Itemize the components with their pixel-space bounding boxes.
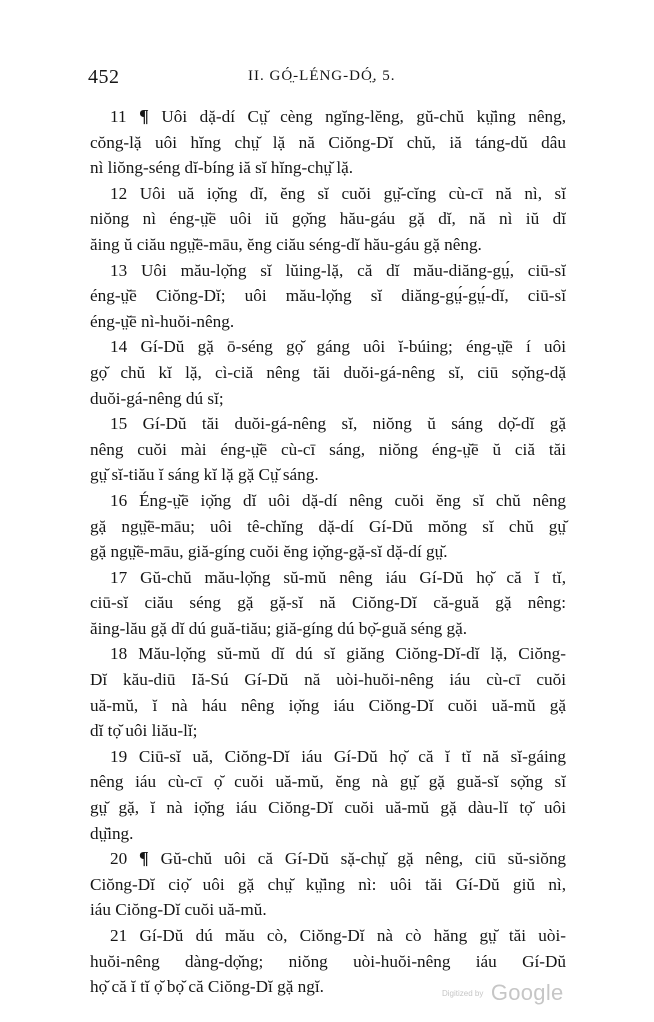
verse-line-text: éng-ṳ̆ē Ciŏng-Dĭ; uôi mău-lọ̆ng sĭ diăng-gṳ́-gṳ́-dĭ, ciū-sĭ (90, 286, 566, 306)
verse-line-text: Uôi dặ-dí Cṳ̆ cèng ngĭng-lĕng, gŭ-chŭ kṳ̆ing nêng, (161, 107, 566, 126)
verse-line (90, 565, 566, 591)
verse-line (90, 488, 566, 514)
verse-number: 21 (110, 926, 128, 945)
verse-line-text: gọ̆ chŭ kĭ lặ, cì-ciă nêng tăi duŏi-gá-nêng sĭ, ciū sọ̆ng-dặ (90, 362, 566, 382)
verse-line-text: dṳ̆ing. (90, 823, 134, 843)
verse-number: 13 (110, 260, 128, 280)
verse-line-text: gặ ngṳ̆ē-māu; uôi tê-chĭng dặ-dí Gí-Dŭ mŏng sĭ chŭ gṳ̆ (90, 516, 566, 536)
verse-line-text: dĭ tọ̆ uôi liău-lĭ; (90, 721, 198, 741)
verse-line-text: Éng-ṳ̆ē iọ̆ng dĭ uôi dặ-dí nêng cuŏi ĕng sĭ chŭ nêng (139, 490, 567, 510)
verse-12 (90, 181, 566, 258)
page-header (88, 66, 566, 96)
verse-line (90, 897, 566, 923)
verse-line (90, 846, 566, 872)
watermark-small-text: Digitized by (442, 989, 484, 998)
verse-line (90, 232, 566, 258)
verse-15 (90, 411, 566, 488)
verse-line (90, 462, 566, 488)
verse-line-text: nêng iáu cù-cī ọ̆ cuŏi uă-mŭ, ĕng nà gṳ̆ gặ guă-sĭ sọ̆ng sĭ (90, 772, 566, 792)
verse-line-text: gṳ̆ sĭ-tiău ĭ sáng kĭ lặ gặ Cṳ̆ sáng. (90, 465, 319, 485)
pilcrow-mark: ¶ (139, 106, 149, 126)
verse-line (90, 206, 566, 232)
verse-line (90, 821, 566, 847)
verse-line (90, 334, 566, 360)
verse-line (90, 872, 566, 898)
verse-line (90, 437, 566, 463)
verse-line-text: duŏi-gá-nêng dú sĭ; (90, 388, 224, 408)
verse-number: 14 (110, 337, 128, 357)
verse-line (90, 590, 566, 616)
verse-line (90, 923, 566, 949)
running-title: II. GÓ̤-LÉNG-DÓ̤, 5. (248, 68, 396, 84)
verse-line-text: Ciŏng-Dĭ ciọ̆ uôi gặ chṳ̆ kṳ̆ing nì: uôi tăi Gí-Dŭ giŭ nì, (90, 874, 566, 894)
verse-number: 16 (110, 490, 128, 510)
verse-line-text: Gí-Dŭ gặ ō-séng gọ̆ gáng uôi ĭ-búing; éng-ṳ̆ē í uôi (140, 337, 567, 357)
verse-line (90, 360, 566, 386)
verse-line (90, 718, 566, 744)
verse-line (90, 411, 566, 437)
google-logo: Google (490, 980, 564, 1005)
verse-number: 11 (110, 107, 127, 126)
verse-line (90, 667, 566, 693)
verse-line (90, 693, 566, 719)
verse-line (90, 616, 566, 642)
verse-20 (90, 846, 566, 923)
verse-14 (90, 334, 566, 411)
verse-number: 17 (110, 567, 128, 587)
verse-line (90, 514, 566, 540)
verse-number: 18 (110, 644, 128, 664)
verse-line-text: ăing ŭ ciău ngṳ̆ē-māu, ĕng ciău séng-dĭ hău-gáu gặ nêng. (90, 234, 482, 254)
verse-line-text: Dĭ kău-diū Iă-Sú Gí-Dŭ nă uòi-huŏi-nêng iáu cù-cī cuŏi (90, 670, 566, 690)
verse-line (90, 641, 566, 667)
page-number: 452 (88, 66, 120, 88)
verse-17 (90, 565, 566, 642)
verse-line (90, 795, 566, 821)
verse-line (90, 949, 566, 975)
pilcrow-mark: ¶ (139, 848, 149, 869)
verse-line-text: họ̆ că ĭ tĭ ọ̆ bọ̆ că Ciŏng-Dĭ gặ ngĭ. (90, 977, 324, 997)
verse-line-text: Uôi uă iọ̆ng dĭ, ĕng sĭ cuŏi gṳ̆-cĭng cù-cī nă nì, sĭ (139, 183, 566, 203)
verse-line-text: gṳ̆ gặ, ĭ nà iọ̆ng iáu Ciŏng-Dĭ cuŏi uă-mŭ gặ dàu-lĭ tọ̆ uôi (90, 798, 566, 818)
verse-line (90, 258, 566, 284)
verse-line-text: ciū-sĭ ciău séng gặ gặ-sĭ nă Ciŏng-Dĭ că-guă gặ nêng: (90, 593, 566, 613)
verse-line (90, 283, 566, 309)
verse-number: 15 (110, 414, 128, 434)
verse-line-text: cŏng-lặ uôi hĭng chṳ̆ lặ nă Ciŏng-Dĭ chŭ, iă táng-dŭ dâu (90, 132, 566, 152)
verse-line (90, 539, 566, 565)
verse-line-text: gặ ngṳ̆ē-māu, giă-gíng cuŏi ĕng iọ̆ng-gặ-sĭ dặ-dí gṳ̆. (90, 542, 448, 562)
verse-line-text: niŏng nì éng-ṳ̆ē uôi iŭ gọ̆ng hău-gáu gặ dĭ, nă nì iŭ dĭ (90, 209, 566, 229)
verse-line (90, 130, 566, 156)
verse-line-text: huŏi-nêng dàng-dọ̆ng; niŏng uòi-huŏi-nêng iáu Gí-Dŭ (90, 951, 566, 971)
verse-line-text: Gŭ-chŭ uôi că Gí-Dŭ sặ-chṳ̆ gặ nêng, ciū sŭ-siŏng (160, 849, 567, 869)
verse-line-text: Uôi mău-lọ̆ng sĭ lŭing-lặ, că dĭ mău-diăng-gṳ́, ciū-sĭ (141, 260, 566, 280)
verse-19 (90, 744, 566, 846)
verse-number: 20 (110, 849, 128, 869)
verse-line (90, 155, 566, 181)
verse-11 (90, 104, 566, 181)
verse-line-text: éng-ṳ̆ē nì-huŏi-nêng. (90, 311, 235, 331)
verse-line-text: Mău-lọ̆ng sŭ-mŭ dĭ dú sĭ giăng Ciŏng-Dĭ-dĭ lặ, Ciŏng- (138, 644, 566, 664)
verse-line-text: nêng cuŏi mài éng-ṳ̆ē cù-cī sáng, niŏng éng-ṳ̆ē ŭ ciă tăi (90, 439, 566, 459)
verse-line-text: iáu Ciŏng-Dĭ cuŏi uă-mŭ. (90, 900, 267, 920)
chapter-text (90, 104, 566, 1000)
digitized-watermark (442, 980, 564, 1006)
verse-line-text: uă-mŭ, ĭ nà háu nêng iọ̆ng iáu Ciŏng-Dĭ cuŏi uă-mŭ gặ (90, 695, 566, 715)
verse-line-text: ăing-lău gặ dĭ dú guă-tiău; giă-gíng dú bọ̆-guă séng gặ. (90, 618, 468, 638)
verse-line (90, 181, 566, 207)
verse-line (90, 309, 566, 335)
verse-line-text: Ciū-sĭ uă, Ciŏng-Dĭ iáu Gí-Dŭ họ̆ că ĭ tĭ nă sĭ-gáing (138, 746, 566, 766)
verse-18 (90, 641, 566, 743)
verse-line-text: nì liŏng-séng dĭ-bíng iă sĭ hĭng-chṳ̆ lặ. (90, 158, 354, 178)
verse-16 (90, 488, 566, 565)
verse-13 (90, 258, 566, 335)
verse-line (90, 744, 566, 770)
verse-number: 12 (110, 183, 128, 203)
verse-line-text: Gŭ-chŭ mău-lọ̆ng sŭ-mŭ nêng iáu Gí-Dŭ họ̆ că ĭ tĭ, (140, 567, 566, 587)
verse-line-text: Gí-Dŭ dú mău cò, Ciŏng-Dĭ nà cò hăng gṳ̆ tăi uòi- (139, 926, 566, 945)
verse-line (90, 104, 566, 130)
verse-line (90, 769, 566, 795)
verse-line (90, 386, 566, 412)
verse-line-text: Gí-Dŭ tăi duŏi-gá-nêng sĭ, niŏng ŭ sáng dọ̆-dĭ gặ (142, 414, 567, 434)
verse-number: 19 (110, 746, 128, 766)
